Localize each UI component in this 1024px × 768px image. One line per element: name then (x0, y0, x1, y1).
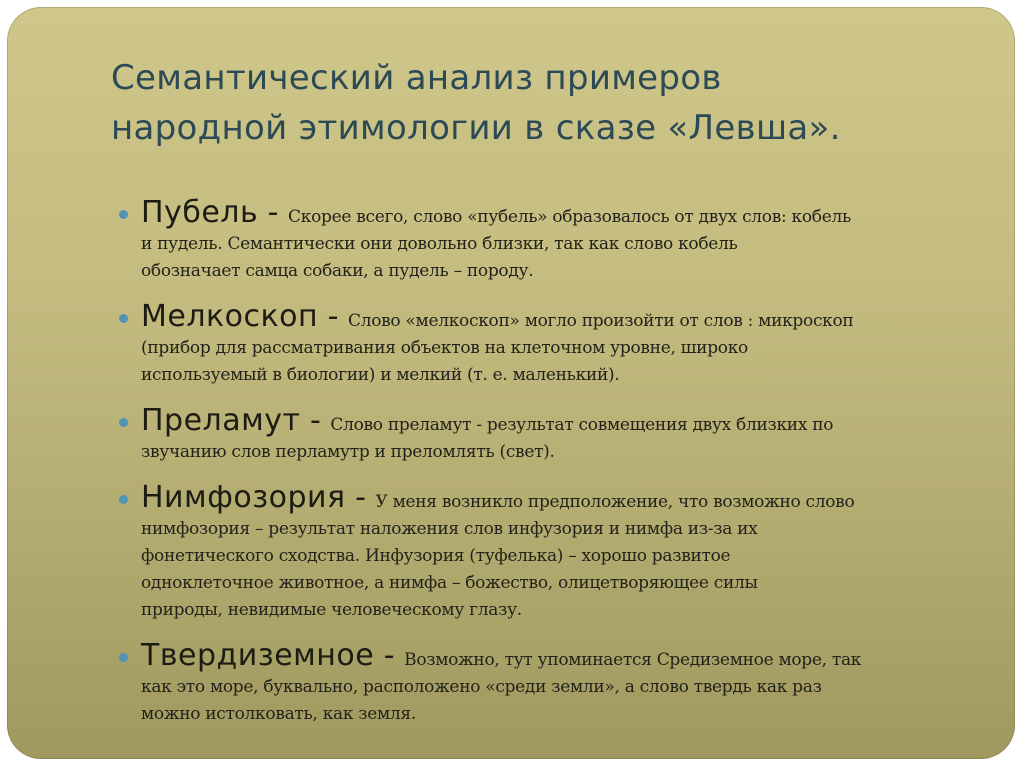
item-separator: - (258, 195, 289, 230)
description-line: У меня возникло предположение, что возможно слово (375, 492, 855, 512)
bullet-icon (119, 314, 128, 323)
bullet-list (119, 195, 964, 728)
item-separator: - (318, 299, 348, 334)
item-term: Пубель (141, 195, 259, 230)
description-line: Слово «мелкоскоп» могло произойти от слов : микроскоп (347, 311, 854, 331)
description-line: звучанию слов перламутр и преломлять (свет). (141, 442, 555, 462)
bullet-icon (119, 495, 128, 504)
description-line: используемый в биологии) и мелкий (т. е. маленький). (141, 365, 620, 385)
list-item-prelamut (119, 403, 964, 466)
bullet-icon (119, 210, 128, 219)
description-line: как это море, буквально, расположено «среди земли», а слово твердь как раз (141, 677, 822, 697)
bullet-icon (119, 418, 128, 427)
description-line: и пудель. Семантически они довольно близки, так как слово кобель (141, 234, 738, 254)
description-line: (прибор для рассматривания объектов на клеточном уровне, широко (141, 338, 748, 358)
item-term: Мелкоскоп (141, 299, 319, 334)
list-item-nimfozoria (119, 480, 964, 624)
slide (7, 7, 1015, 759)
item-term: Преламут (141, 403, 301, 438)
description-line: Возможно, тут упоминается Средиземное море, так (404, 650, 862, 670)
description-line: одноклеточное животное, а нимфа – божество, олицетворяющее силы (141, 573, 758, 593)
title-line-2: народной этимологии в сказе «Левша». (111, 108, 841, 148)
description-line: обозначает самца собаки, а пудель – породу. (141, 261, 534, 281)
item-separator: - (374, 638, 405, 673)
description-line: можно истолковать, как земля. (141, 704, 416, 724)
slide-title (111, 53, 971, 153)
list-item-melkoskop (119, 299, 964, 389)
description-line: фонетического сходства. Инфузория (туфелька) – хорошо развитое (141, 546, 731, 566)
description-line: Слово преламут - результат совмещения двух близких по (330, 415, 834, 435)
item-term: Твердиземное (141, 638, 375, 673)
item-term: Нимфозория (141, 480, 346, 515)
list-item-pubel (119, 195, 964, 285)
description-line: нимфозория – результат наложения слов инфузория и нимфа из-за их (141, 519, 758, 539)
bullet-icon (119, 653, 128, 662)
list-item-tverdizemnoe (119, 638, 964, 728)
item-separator: - (300, 403, 331, 438)
title-line-1: Семантический анализ примеров (111, 58, 722, 98)
description-line: Скорее всего, слово «пубель» образовалось от двух слов: кобель (288, 207, 851, 227)
item-separator: - (345, 480, 376, 515)
description-line: природы, невидимые человеческому глазу. (141, 600, 522, 620)
